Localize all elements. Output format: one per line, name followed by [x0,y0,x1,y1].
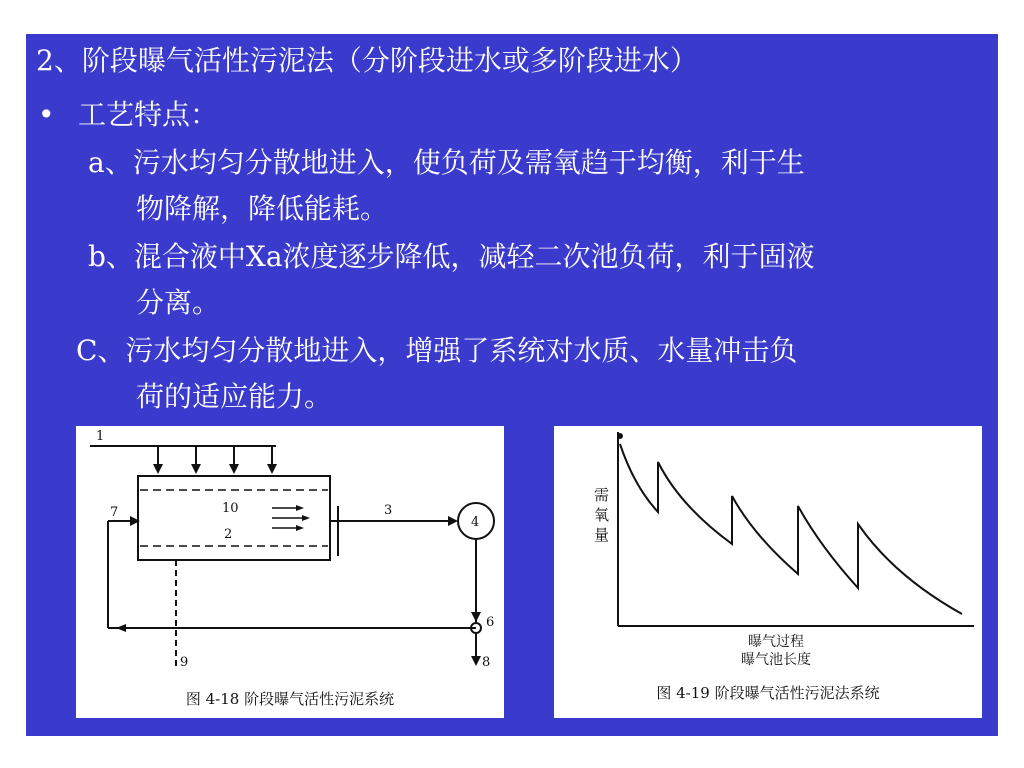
bullet-title: 工艺特点： [78,98,219,131]
figure-oxygen-demand-curve [554,426,982,718]
label-1: 1 [96,429,105,444]
x-label-process: 曝气过程 [748,634,804,650]
label-8: 8 [482,655,491,670]
item-b-line1: b、混合液中Xa浓度逐步降低，减轻二次池负荷，利于固液 [88,240,815,273]
label-10: 10 [222,501,239,516]
label-4: 4 [471,515,480,530]
label-6: 6 [486,615,495,630]
schematic-drawing [76,426,504,718]
slide [26,34,998,736]
section-heading: 2、阶段曝气活性污泥法（分阶段进水或多阶段进水） [36,44,698,77]
label-3: 3 [384,503,393,518]
figure-right-caption: 图 4-19 阶段曝气活性污泥法系统 [656,684,880,702]
x-label-length: 曝气池长度 [741,652,811,668]
y-label-2: 氧 [594,506,610,524]
y-label-3: 量 [594,526,610,544]
item-c-line2: 荷的适应能力。 [136,380,333,413]
label-2: 2 [224,527,233,542]
figure-left-caption: 图 4-18 阶段曝气活性污泥系统 [185,690,395,708]
item-a-line1: a、污水均匀分散地进入，使负荷及需氧趋于均衡，利于生 [88,146,805,179]
item-a-line2: 物降解，降低能耗。 [136,192,389,225]
figure-step-aeration-schematic [76,426,504,718]
y-label-1: 需 [594,486,610,504]
item-b-line2: 分离。 [136,286,221,319]
bullet-mark: • [38,98,55,131]
label-9: 9 [180,655,189,670]
oxygen-curve-drawing [554,426,982,718]
item-c-line1: C、污水均匀分散地进入，增强了系统对水质、水量冲击负 [76,334,798,367]
label-7: 7 [110,505,119,520]
